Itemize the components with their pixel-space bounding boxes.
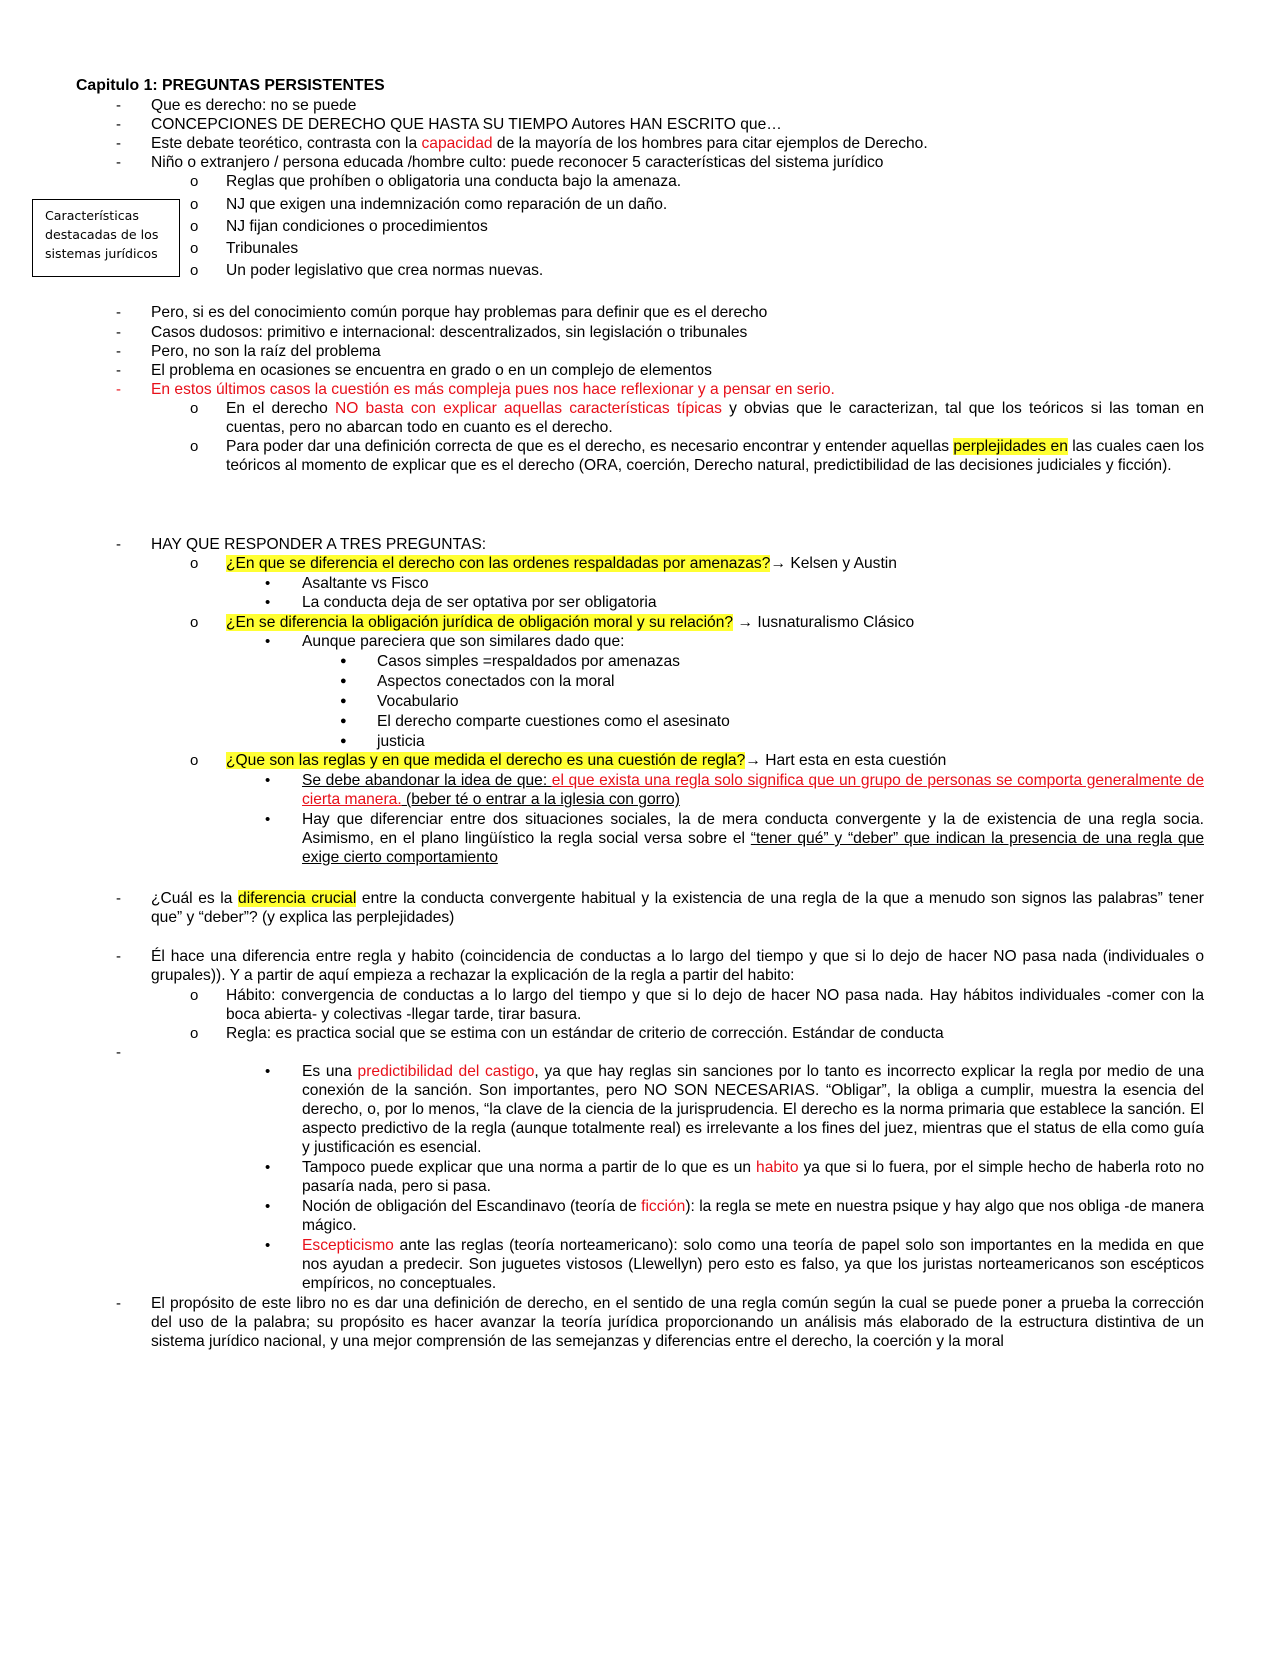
dash-marker: - (116, 1044, 121, 1061)
text-span: Tampoco puede explicar que una norma a partir de lo que es un (302, 1159, 757, 1176)
circle-marker: o (190, 438, 199, 455)
problem-line: Pero, no son la raíz del problema (151, 343, 381, 360)
circle-marker: o (190, 752, 199, 769)
text-span: Es una (302, 1063, 358, 1080)
underlined-text: Se debe abandonar la idea de que: (302, 772, 552, 789)
dot-marker: ● (340, 675, 347, 687)
circle-marker: o (190, 400, 199, 417)
text-span: ya que si lo fuera, por el simple hecho de haberla roto no pasaría nada, pero si pasa. (302, 1159, 1204, 1195)
proposito-line: El propósito de este libro no es dar una definición de derecho, en el sentido de una regla común según la cual se puede poner a prueba la corrección del uso de la palabra; su propósito es hacer avanzar la teoría jurídica proporcionando un análisis más elaborado de la estructura distintiva de un sistema jurídico nacional, y una mejor comprensión de las semejanzas y diferencias entre el derecho, la coerción y la moral (151, 1295, 1204, 1350)
question-2 (226, 613, 914, 632)
circle-marker: o (190, 240, 199, 257)
bullet-marker: • (265, 1063, 271, 1080)
dash-marker: - (116, 1295, 121, 1312)
text-span: → Kelsen y Austin (770, 555, 897, 572)
dash-marker: - (116, 324, 121, 341)
dash-marker: - (116, 362, 121, 379)
estos-line: En estos últimos casos la cuestión es más compleja pues nos hace reflexionar y a pensar en serio. (151, 381, 835, 398)
feature-item: Reglas que prohíben o obligatoria una conducta bajo la amenaza. (226, 173, 682, 190)
feature-item: NJ fijan condiciones o procedimientos (226, 218, 488, 235)
bullet-marker: • (265, 772, 271, 789)
bullet-predictibilidad (302, 1062, 1204, 1157)
circle-marker: o (190, 218, 199, 235)
bullet-marker: • (265, 575, 271, 592)
side-text-box (32, 199, 180, 277)
dash-marker: - (116, 304, 121, 321)
q2-sub-item: justicia (377, 733, 425, 750)
text-span: de la mayoría de los hombres para citar ejemplos de Derecho. (492, 135, 928, 152)
habito-line: Hábito: convergencia de conductas a lo largo del tiempo y que si lo dejo de hacer NO pasa nada. Hay hábitos individuales -comer con la boca abierta- y colectivas -llegar tarde, tirar basura. (226, 987, 1204, 1023)
problem-line: El problema en ocasiones se encuentra en grado o en un complejo de elementos (151, 362, 712, 379)
bullet-marker: • (265, 1159, 271, 1176)
feature-item: NJ que exigen una indemnización como reparación de un daño. (226, 196, 668, 213)
problem-line: Casos dudosos: primitivo e internacional: descentralizados, sin legislación o tribunales (151, 324, 748, 341)
text-span: las cuales caen los teóricos al momento de explicar que es el derecho (ORA, coerción, Derecho natural, predictibilidad de las decisiones judiciales y ficción). (226, 438, 1204, 474)
red-underlined-text: el que exista una regla solo significa que un grupo de personas se comporta generalmente de cierta manera. (302, 772, 1204, 808)
regla-line: Regla: es practica social que se estima con un estándar de criterio de corrección. Estándar de conducta (226, 1025, 944, 1042)
circle-marker: o (190, 1025, 199, 1042)
q2-sub-item: Casos simples =respaldados por amenazas (377, 653, 680, 670)
dash-marker: - (116, 343, 121, 360)
side-box-line: Características (45, 208, 139, 223)
q2-sub-item: Vocabulario (377, 693, 459, 710)
text-span: ): la regla se mete en nuestra psique y hay algo que nos obliga -de manera mágico. (302, 1198, 1204, 1234)
q3-item-2 (302, 810, 1204, 867)
text-span: Para poder dar una definición correcta de que es el derecho, es necesario encontrar y entender aquellas (226, 438, 954, 455)
highlighted-text: ¿En se diferencia la obligación jurídica de obligación moral y su relación? (226, 614, 734, 631)
dot-marker: ● (340, 735, 347, 747)
bullet-nocion (302, 1197, 1204, 1235)
q1-item: La conducta deja de ser optativa por ser obligatoria (302, 594, 657, 611)
highlighted-text: ¿En que se diferencia el derecho con las ordenes respaldadas por amenazas? (226, 555, 771, 572)
dot-marker: ● (340, 655, 347, 667)
side-box-line: sistemas jurídicos (45, 246, 158, 261)
bullet-marker: • (265, 594, 271, 611)
nino-line: Niño o extranjero / persona educada /hombre culto: puede reconocer 5 características del sistema jurídico (151, 154, 884, 171)
bullet-marker: • (265, 1198, 271, 1215)
dot-marker: ● (340, 715, 347, 727)
circle-marker: o (190, 262, 199, 279)
red-text: ficción (641, 1198, 686, 1215)
q3-item-1 (302, 771, 1204, 809)
circle-marker: o (190, 196, 199, 213)
dash-marker: - (116, 890, 121, 907)
highlighted-text: perplejidades en (953, 438, 1068, 455)
side-box-line: destacadas de los (45, 227, 159, 242)
q2-sub-item: El derecho comparte cuestiones como el asesinato (377, 713, 730, 730)
red-text: capacidad (421, 135, 493, 152)
intro-line-2: CONCEPCIONES DE DERECHO QUE HASTA SU TIEMPO Autores HAN ESCRITO que… (151, 116, 782, 133)
problem-line: Pero, si es del conocimiento común porque hay problemas para definir que es el derecho (151, 304, 768, 321)
intro-line-1: Que es derecho: no se puede (151, 97, 357, 114)
circle-marker: o (190, 614, 199, 631)
feature-item: Un poder legislativo que crea normas nuevas. (226, 262, 544, 279)
el-line: Él hace una diferencia entre regla y habito (coincidencia de conductas a lo largo del tiempo y que si lo dejo de hacer NO pasa nada (individuales o grupales)). Y a partir de aquí empieza a rechazar la explicación de la regla a partir del habito: (151, 948, 1204, 984)
text-span: y obvias que le caracterizan, tal que los teóricos si las toman en cuentas, pero no abarcan todo en cuanto es el derecho. (226, 400, 1204, 436)
circle-marker: o (190, 173, 199, 190)
red-text: Escepticismo (302, 1237, 394, 1254)
dot-marker: ● (340, 695, 347, 707)
debate-line (151, 134, 928, 153)
bullet-marker: • (265, 1237, 271, 1254)
dash-marker: - (116, 948, 121, 965)
text-span: → Iusnaturalismo Clásico (733, 614, 915, 631)
red-text: NO basta con explicar aquellas características típicas (335, 400, 722, 417)
text-span: → Hart esta en esta cuestión (745, 752, 947, 769)
circle-marker: o (190, 987, 199, 1004)
underlined-text: “tener qué” y “deber” que indican la presencia de una regla que exige cierto comportamiento (302, 830, 1204, 866)
text-span: Noción de obligación del Escandinavo (teoría de (302, 1198, 642, 1215)
text-span: entre la conducta convergente habitual y la existencia de una regla de la que a menudo son signos las palabras” tener que” y “deber”? (y explica las perplejidades) (151, 890, 1204, 926)
text-span: Hay que diferenciar entre dos situaciones sociales, la de mera conducta convergente y la de existencia de una regla socia. Asimismo, en el plano lingüístico la regla social versa sobre el (302, 811, 1204, 847)
chapter-title: Capitulo 1: PREGUNTAS PERSISTENTES (76, 77, 385, 94)
dash-marker: - (116, 381, 121, 398)
bullet-tampoco (302, 1158, 1204, 1196)
sub-point-1 (226, 399, 1204, 437)
dash-marker: - (116, 116, 121, 133)
cual-line (151, 889, 1204, 927)
red-text: habito (756, 1159, 799, 1176)
question-3 (226, 751, 946, 770)
q2-sub-item: Aspectos conectados con la moral (377, 673, 615, 690)
dash-marker: - (116, 97, 121, 114)
bullet-marker: • (265, 633, 271, 650)
hay-heading: HAY QUE RESPONDER A TRES PREGUNTAS: (151, 536, 487, 553)
feature-item: Tribunales (226, 240, 299, 257)
text-span: , ya que hay reglas sin sanciones por lo tanto es incorrecto explicar la regla por medio de una conexión de la sanción. Son importantes, pero NO SON NECESARIAS. “Obligar”, la obliga a cumplir, muestra la esencia del derecho, o, por lo menos, “la clave de la ciencia de la jurisprudencia. El derecho es la norma primaria que establece la sanción. El aspecto predictivo de la regla (aunque totalmente real) es irrelevante a los fines del juez, mientras que el status de ella como guía y justificación es esencial. (302, 1063, 1205, 1156)
bullet-escepticismo (302, 1236, 1204, 1293)
sub-point-2 (226, 437, 1204, 475)
question-1 (226, 554, 897, 573)
highlighted-text: ¿Que son las reglas y en que medida el derecho es una cuestión de regla? (226, 752, 746, 769)
dash-marker: - (116, 135, 121, 152)
text-span: ¿Cuál es la (151, 890, 239, 907)
red-text: predictibilidad del castigo (357, 1063, 535, 1080)
text-span: ante las reglas (teoría norteamericano): solo como una teoría de papel solo son importantes en la medida en que nos ayudan a predecir. Son juguetes vistosos (Llewellyn) pero esto es falso, ya que los juristas norteamericanos son escépticos empíricos, no conceptuales. (302, 1237, 1204, 1292)
bullet-marker: • (265, 811, 271, 828)
underlined-text: (beber té o entrar a la iglesia con gorro) (401, 791, 680, 808)
text-span: En el derecho (226, 400, 335, 417)
highlighted-text: diferencia crucial (238, 890, 357, 907)
circle-marker: o (190, 555, 199, 572)
text-span: Este debate teorético, contrasta con la (151, 135, 422, 152)
q1-item: Asaltante vs Fisco (302, 575, 429, 592)
dash-marker: - (116, 536, 121, 553)
q2-item: Aunque pareciera que son similares dado que: (302, 633, 625, 650)
dash-marker: - (116, 154, 121, 171)
